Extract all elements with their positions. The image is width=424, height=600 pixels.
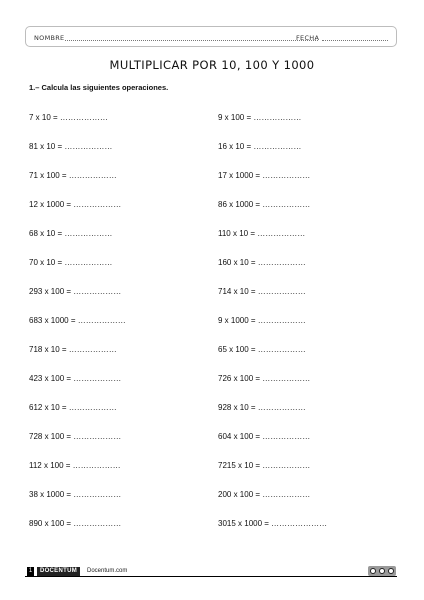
page-title: MULTIPLICAR POR 10, 100 Y 1000 xyxy=(109,58,315,72)
exercise-item: 728 x 100 = ……………… xyxy=(29,432,122,441)
right-exercise-column xyxy=(218,112,398,547)
exercise-item: 714 x 10 = ……………… xyxy=(218,287,306,296)
creative-commons-icon xyxy=(368,566,396,576)
exercise-item: 112 x 100 = ……………… xyxy=(29,461,121,470)
exercise-item: 12 x 1000 = ……………… xyxy=(29,200,122,209)
exercise-item: 38 x 1000 = ……………… xyxy=(29,490,122,499)
name-label: NOMBRE xyxy=(34,34,65,42)
exercise-item: 9 x 100 = ……………… xyxy=(218,113,302,122)
exercise-item: 68 x 10 = ……………… xyxy=(29,229,113,238)
exercise-item: 9 x 1000 = ……………… xyxy=(218,316,306,325)
exercise-item: 17 x 1000 = ……………… xyxy=(218,171,311,180)
cc-icon xyxy=(370,568,376,574)
exercise-item: 70 x 10 = ……………… xyxy=(29,258,113,267)
exercise-item: 3015 x 1000 = ………………… xyxy=(218,519,328,528)
exercise-item: 71 x 100 = ……………… xyxy=(29,171,117,180)
exercise-item: 726 x 100 = ……………… xyxy=(218,374,311,383)
exercise-item: 110 x 10 = ……………… xyxy=(218,229,306,238)
brand-logo: DOCENTUM xyxy=(37,567,80,576)
exercise-item: 612 x 10 = ……………… xyxy=(29,403,117,412)
exercise-item: 718 x 10 = ……………… xyxy=(29,345,117,354)
exercise-item: 7215 x 10 = ……………… xyxy=(218,461,311,470)
exercise-item: 423 x 100 = ……………… xyxy=(29,374,122,383)
exercise-item: 604 x 100 = ……………… xyxy=(218,432,311,441)
left-exercise-column xyxy=(29,112,209,547)
exercise-item: 81 x 10 = ……………… xyxy=(29,142,113,151)
student-info-box xyxy=(25,26,397,47)
exercise-item: 7 x 10 = ……………… xyxy=(29,113,108,122)
exercise-item: 200 x 100 = ……………… xyxy=(218,490,311,499)
by-icon xyxy=(379,568,385,574)
exercise-item: 890 x 100 = ……………… xyxy=(29,519,122,528)
exercise-item: 160 x 10 = ……………… xyxy=(218,258,306,267)
page-number: 1 xyxy=(28,568,33,574)
exercise-item: 683 x 1000 = ……………… xyxy=(29,316,126,325)
exercise-item: 293 x 100 = ……………… xyxy=(29,287,122,296)
exercise-item: 65 x 100 = ……………… xyxy=(218,345,306,354)
exercise-item: 86 x 1000 = ……………… xyxy=(218,200,311,209)
exercise-item: 16 x 10 = ……………… xyxy=(218,142,302,151)
date-field[interactable] xyxy=(322,40,388,41)
name-field[interactable] xyxy=(65,40,318,41)
nc-icon xyxy=(388,568,394,574)
date-label: FECHA xyxy=(296,34,320,42)
page-footer xyxy=(25,567,397,577)
website-link[interactable]: Docentum.com xyxy=(87,568,128,574)
exercise-instruction: 1.– Calcula las siguientes operaciones. xyxy=(29,83,169,92)
exercise-item: 928 x 10 = ……………… xyxy=(218,403,306,412)
